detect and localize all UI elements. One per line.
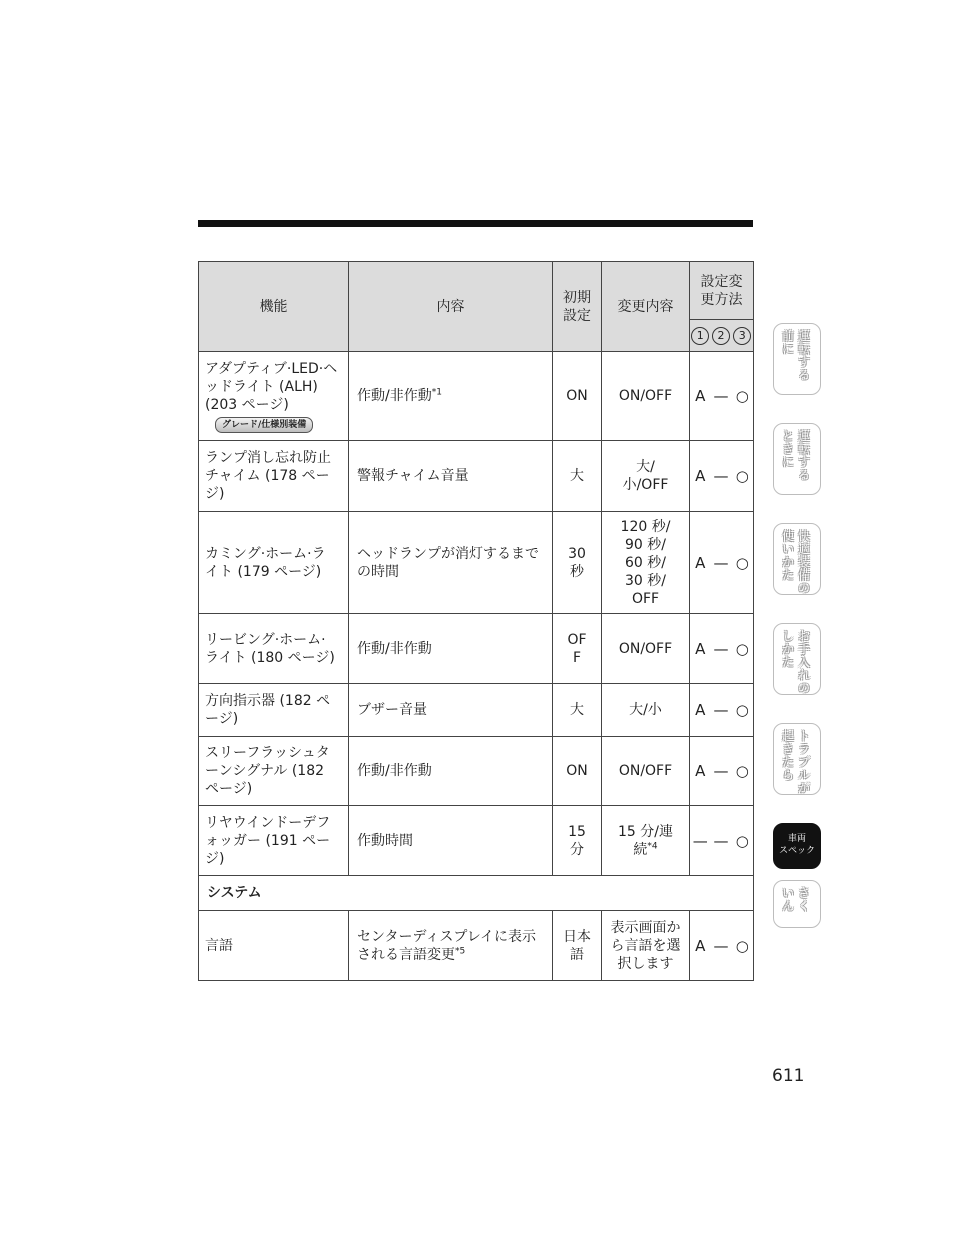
func-cell: リヤウインドーデフォッガー (191 ページ)	[199, 806, 349, 876]
method-2-cell: —	[711, 614, 732, 684]
change-cell: 表示画面から言語を選択します	[602, 911, 690, 981]
header-change: 変更内容	[602, 262, 690, 352]
method-1-cell: A	[690, 512, 711, 614]
table-row	[199, 441, 754, 512]
change-cell: ON/OFF	[602, 352, 690, 441]
init-cell: 30秒	[553, 512, 602, 614]
table-row	[199, 684, 754, 737]
side-tab-troubleshooting[interactable]	[773, 723, 821, 795]
func-cell: スリーフラッシュターンシグナル (182 ページ)	[199, 737, 349, 806]
method-3-cell: ○	[732, 806, 754, 876]
content-cell: 警報チャイム音量	[349, 441, 553, 512]
init-cell: ON	[553, 737, 602, 806]
method-1-cell: A	[690, 441, 711, 512]
header-init: 初期設定	[553, 262, 602, 352]
page-number: 611	[772, 1066, 805, 1086]
init-cell: 日本語	[553, 911, 602, 981]
change-cell: 大/小/OFF	[602, 441, 690, 512]
side-tab-label: ときに	[781, 429, 794, 469]
header-circle-1: 1	[690, 320, 711, 352]
side-tab-label: 快適装備の	[797, 529, 810, 595]
side-tab-vehicle-specs[interactable]	[773, 823, 821, 869]
method-3-cell: ○	[732, 441, 754, 512]
side-tab-label: しかた	[781, 629, 794, 669]
content-cell: ヘッドランプが消灯するまでの時間	[349, 512, 553, 614]
header-circle-3: 3	[732, 320, 754, 352]
side-tab-maintenance[interactable]	[773, 623, 821, 695]
method-3-cell: ○	[732, 512, 754, 614]
method-1-cell: A	[690, 911, 711, 981]
side-tab-label: お手入れの	[797, 629, 810, 695]
method-2-cell: —	[711, 684, 732, 737]
func-cell: アダプティブ·LED·ヘッドライト (ALH) (203 ページ) グレード/仕様別装備	[199, 352, 349, 441]
method-2-cell: —	[711, 737, 732, 806]
func-cell: 方向指示器 (182 ページ)	[199, 684, 349, 737]
side-tab-label: 使いかた	[781, 529, 794, 582]
table-row	[199, 737, 754, 806]
side-tab-label: 運転する	[797, 429, 810, 482]
init-cell: ON	[553, 352, 602, 441]
table-row	[199, 614, 754, 684]
side-tab-label: 起きたら	[781, 729, 794, 782]
side-tab-label: 車両	[787, 834, 806, 844]
content-cell: 作動/非作動	[349, 614, 553, 684]
init-cell: OFF	[553, 614, 602, 684]
top-rule	[198, 220, 753, 227]
change-cell: ON/OFF	[602, 614, 690, 684]
method-2-cell: —	[711, 806, 732, 876]
header-func: 機能	[199, 262, 349, 352]
table-row	[199, 352, 754, 441]
header-method: 設定変更方法	[690, 262, 754, 320]
method-1-cell: A	[690, 684, 711, 737]
side-tab-comfort-equipment[interactable]	[773, 523, 821, 595]
section-row	[199, 876, 754, 911]
method-2-cell: —	[711, 352, 732, 441]
header-circle-2: 2	[711, 320, 732, 352]
side-tab-while-driving[interactable]	[773, 423, 821, 495]
method-3-cell: ○	[732, 614, 754, 684]
content-cell: センターディスプレイに表示される言語変更$^{*5}$	[349, 911, 553, 981]
side-tab-label: トラブルが	[797, 729, 810, 795]
change-cell: 大/小	[602, 684, 690, 737]
func-cell: ランプ消し忘れ防止チャイム (178 ページ)	[199, 441, 349, 512]
method-3-cell: ○	[732, 684, 754, 737]
header-content: 内容	[349, 262, 553, 352]
init-cell: 大	[553, 684, 602, 737]
content-cell: 作動/非作動	[349, 737, 553, 806]
func-cell: 言語	[199, 911, 349, 981]
func-cell: カミング·ホーム·ライト (179 ページ)	[199, 512, 349, 614]
side-tab-label: さく	[797, 886, 810, 913]
side-tab-label: いん	[781, 886, 794, 913]
method-1-cell: A	[690, 737, 711, 806]
change-cell: 15 分/連続$^{*4}$	[602, 806, 690, 876]
method-3-cell: ○	[732, 737, 754, 806]
content-cell: 作動時間	[349, 806, 553, 876]
method-1-cell: —	[690, 806, 711, 876]
table-row	[199, 911, 754, 981]
method-1-cell: A	[690, 352, 711, 441]
content-cell: 作動/非作動$^{*1}$	[349, 352, 553, 441]
customization-table	[198, 261, 754, 981]
change-cell: 120 秒/ 90 秒/ 60 秒/ 30 秒/ OFF	[602, 512, 690, 614]
grade-badge: グレード/仕様別装備	[215, 417, 313, 433]
func-cell: リービング·ホーム·ライト (180 ページ)	[199, 614, 349, 684]
side-tab-index[interactable]	[773, 880, 821, 928]
change-cell: ON/OFF	[602, 737, 690, 806]
method-2-cell: —	[711, 512, 732, 614]
side-tab-label: 前に	[781, 329, 794, 356]
content-cell: ブザー音量	[349, 684, 553, 737]
side-tab-before-driving[interactable]	[773, 323, 821, 395]
method-3-cell: ○	[732, 352, 754, 441]
table-row	[199, 512, 754, 614]
init-cell: 大	[553, 441, 602, 512]
side-tab-label: 運転する	[797, 329, 810, 382]
method-3-cell: ○	[732, 911, 754, 981]
method-1-cell: A	[690, 614, 711, 684]
init-cell: 15分	[553, 806, 602, 876]
section-title: システム	[199, 876, 754, 911]
side-tab-label: スペック	[778, 846, 815, 856]
table-row	[199, 806, 754, 876]
method-2-cell: —	[711, 441, 732, 512]
method-2-cell: —	[711, 911, 732, 981]
